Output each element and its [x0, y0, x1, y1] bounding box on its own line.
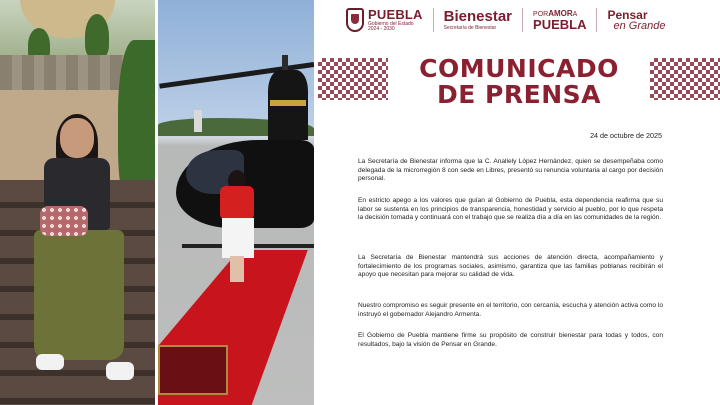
puebla-logo: [346, 8, 423, 32]
bienestar-name: Bienestar: [443, 8, 513, 25]
cargo-pants: [34, 230, 124, 360]
por-amor-logo: [533, 10, 586, 31]
paragraph: Nuestro compromiso es seguir presente en el territorio, con cercanía, escucha y atención activa como lo instruyó el gobernador Alejandro Armenta.: [358, 302, 663, 318]
title-line-2: DE PRENSA: [437, 80, 601, 109]
coat-of-arms-icon: [346, 8, 364, 32]
puebla-subtitle: Gobierno del Estado: [368, 21, 414, 27]
paragraph: La Secretaría de Bienestar mantendrá sus acciones de atención directa, acompañamiento y fortalecimiento de los programas sociales, asimismo, garantiza que las familias poblanas recibirán el apoyo que necesitan para mejorar su calidad de vida.: [358, 254, 663, 279]
stone-wall: [0, 55, 130, 95]
sneaker: [36, 354, 64, 370]
logo-divider: [433, 8, 434, 32]
entrance-mat: [158, 345, 228, 395]
white-skirt: [222, 218, 254, 258]
tail-stripe: [270, 100, 306, 106]
distant-building: [194, 110, 202, 132]
puebla-years: 2024 - 2030: [368, 26, 395, 32]
logo-divider: [522, 8, 523, 32]
pensar-top: Pensar: [607, 7, 648, 22]
sneaker: [106, 362, 134, 380]
por-amor-tagline: PORAMORA: [533, 8, 578, 18]
photo-woman-on-stairs: [0, 0, 155, 405]
woman-figure: [30, 118, 140, 398]
press-release: [318, 0, 720, 405]
pensar-bottom: en Grande: [613, 19, 666, 32]
face: [60, 118, 94, 158]
paragraph: La Secretaría de Bienestar informa que la C. Anallely López Hernández, quien se desempeñaba como delegada de la microrregión 8 con sede en Libres, presentó su renuncia voluntaria al cargo por decisión personal.: [358, 158, 663, 183]
release-date: 24 de octubre de 2025: [590, 131, 662, 140]
bienestar-subtitle: Secretaría de Bienestar: [443, 25, 497, 31]
decorative-pattern: [650, 58, 720, 100]
belt-bag: [40, 206, 88, 236]
woman-red-jacket: [218, 170, 258, 286]
logo-bar: [346, 5, 720, 35]
red-jacket: [220, 186, 254, 220]
title-line-1: COMUNICADO: [419, 54, 619, 83]
decorative-pattern: [318, 58, 388, 100]
cypress-tree: [85, 14, 109, 58]
paragraph: En estricto apego a los valores que guían al Gobierno de Puebla, esta dependencia reafirma que su labor se sustenta en los principios de transparencia, honestidad y servicio al pueblo, por lo que respeta la decisión tomada y continuará con el trabajo que se realiza día a día en las comunidades de la región.: [358, 197, 663, 222]
bienestar-logo: [444, 9, 512, 31]
title-block: [318, 54, 720, 110]
por-amor-main: PUEBLA: [533, 16, 587, 32]
puebla-name: PUEBLA: [368, 7, 423, 22]
logo-divider: [596, 8, 597, 32]
legs: [230, 256, 244, 282]
photo-helicopter-red-carpet: [158, 0, 314, 405]
pensar-logo: [607, 9, 665, 32]
paragraph: El Gobierno de Puebla mantiene firme su propósito de construir bienestar para todas y todos, con resultados, bajo la visión de Pensar en Grande.: [358, 332, 663, 348]
